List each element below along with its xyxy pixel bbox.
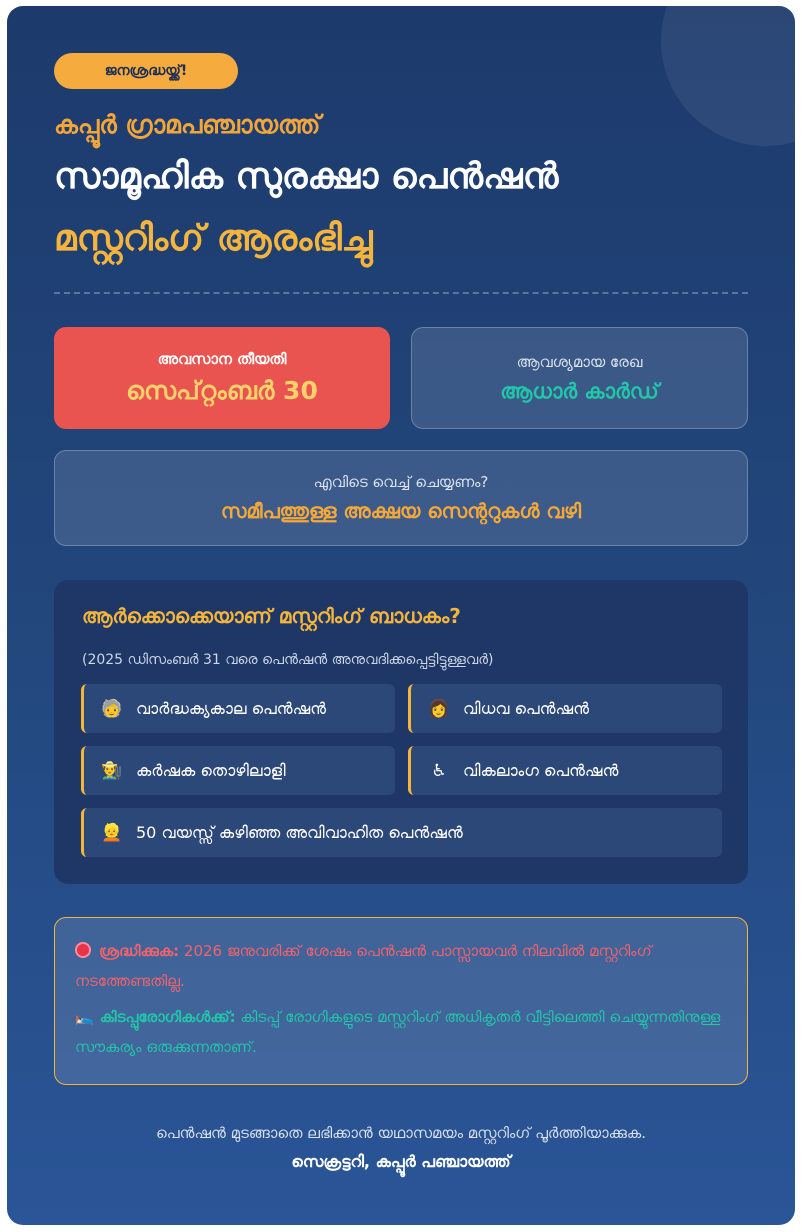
note-exemption	[75, 936, 727, 996]
note-exemption-label: ശ്രദ്ധിക്കുക:	[99, 942, 180, 960]
eligibility-panel	[54, 580, 748, 884]
important-notes-box	[54, 917, 748, 1085]
organization-name: കപ്പൂർ ഗ്രാമപഞ്ചായത്ത്	[54, 110, 321, 139]
woman-icon: 👩	[428, 698, 450, 719]
elderly-person-icon: 🧓	[101, 698, 123, 719]
eligibility-item-unmarried	[81, 808, 722, 857]
attention-badge: ജനശ്രദ്ധയ്ക്ക്!	[54, 53, 238, 89]
deadline-box	[54, 327, 390, 429]
note-bedridden-text: കിടപ്പ് രോഗികളുടെ മസ്റ്ററിംഗ് അധികൃതർ വീട്ടിലെത്തി ചെയ്യുന്നതിനുള്ള സൗകര്യം ഒരുക്കുന്നതാണ്.	[75, 1008, 721, 1056]
location-label: എവിടെ വെച്ച് ചെയ്യണം?	[313, 473, 489, 491]
title-line-2: മസ്റ്ററിംഗ് ആരംഭിച്ചു	[54, 218, 373, 259]
notice-card	[7, 6, 795, 1225]
farmer-icon: 👨‍🌾	[101, 760, 123, 781]
footer-signature: സെക്രട്ടറി, കപ്പൂർ പഞ്ചായത്ത്	[291, 1152, 511, 1171]
eligibility-item-label: വികലാംഗ പെൻഷൻ	[463, 760, 619, 780]
document-value: ആധാർ കാർഡ്	[500, 378, 659, 403]
note-bedridden-label: കിടപ്പുരോഗികൾക്ക്:	[99, 1008, 236, 1026]
wheelchair-icon: ♿	[431, 760, 447, 781]
eligibility-item-label: വിധവ പെൻഷൻ	[463, 698, 589, 718]
eligibility-title: ആർക്കൊക്കെയാണ് മസ്റ്ററിംഗ് ബാധകം?	[82, 604, 461, 628]
title-line-1: സാമൂഹിക സുരക്ഷാ പെൻഷൻ	[54, 156, 559, 197]
note-bedridden	[75, 1002, 727, 1062]
eligibility-item-label: 50 വയസ്സ് കഴിഞ്ഞ അവിവാഹിത പെൻഷൻ	[136, 822, 463, 842]
stop-icon	[75, 942, 91, 958]
dashed-divider	[54, 292, 748, 294]
footer-message: പെൻഷൻ മുടങ്ങാതെ ലഭിക്കാൻ യഥാസമയം മസ്റ്ററിംഗ് പൂർത്തിയാക്കുക.	[156, 1124, 646, 1142]
required-document-box	[411, 327, 748, 429]
eligibility-subtitle: (2025 ഡിസംബർ 31 വരെ പെൻഷൻ അനുവദിക്കപ്പെട്ടിട്ടുള്ളവർ)	[82, 652, 494, 668]
note-exemption-text: 2026 ജനുവരിക്ക് ശേഷം പെൻഷൻ പാസ്സായവർ നിലവിൽ മസ്റ്ററിംഗ് നടത്തേണ്ടതില്ല.	[75, 942, 652, 990]
location-box	[54, 450, 748, 546]
deadline-value: സെപ്റ്റംബർ 30	[126, 376, 318, 405]
document-label: ആവശ്യമായ രേഖ	[516, 352, 643, 371]
bed-icon: 🛌	[75, 1008, 94, 1026]
eligibility-item-farm-worker	[81, 746, 395, 795]
decorative-circle	[661, 6, 795, 146]
eligibility-item-label: കർഷക തൊഴിലാളി	[136, 760, 286, 780]
person-icon: 👱	[101, 822, 123, 843]
eligibility-item-label: വാർദ്ധക്യകാല പെൻഷൻ	[136, 698, 327, 718]
eligibility-item-widow	[408, 684, 722, 733]
deadline-label: അവസാന തീയതി	[157, 350, 287, 368]
eligibility-item-old-age	[81, 684, 395, 733]
eligibility-item-disability	[408, 746, 722, 795]
location-value: സമീപത്തുള്ള അക്ഷയ സെന്ററുകൾ വഴി	[220, 499, 582, 523]
